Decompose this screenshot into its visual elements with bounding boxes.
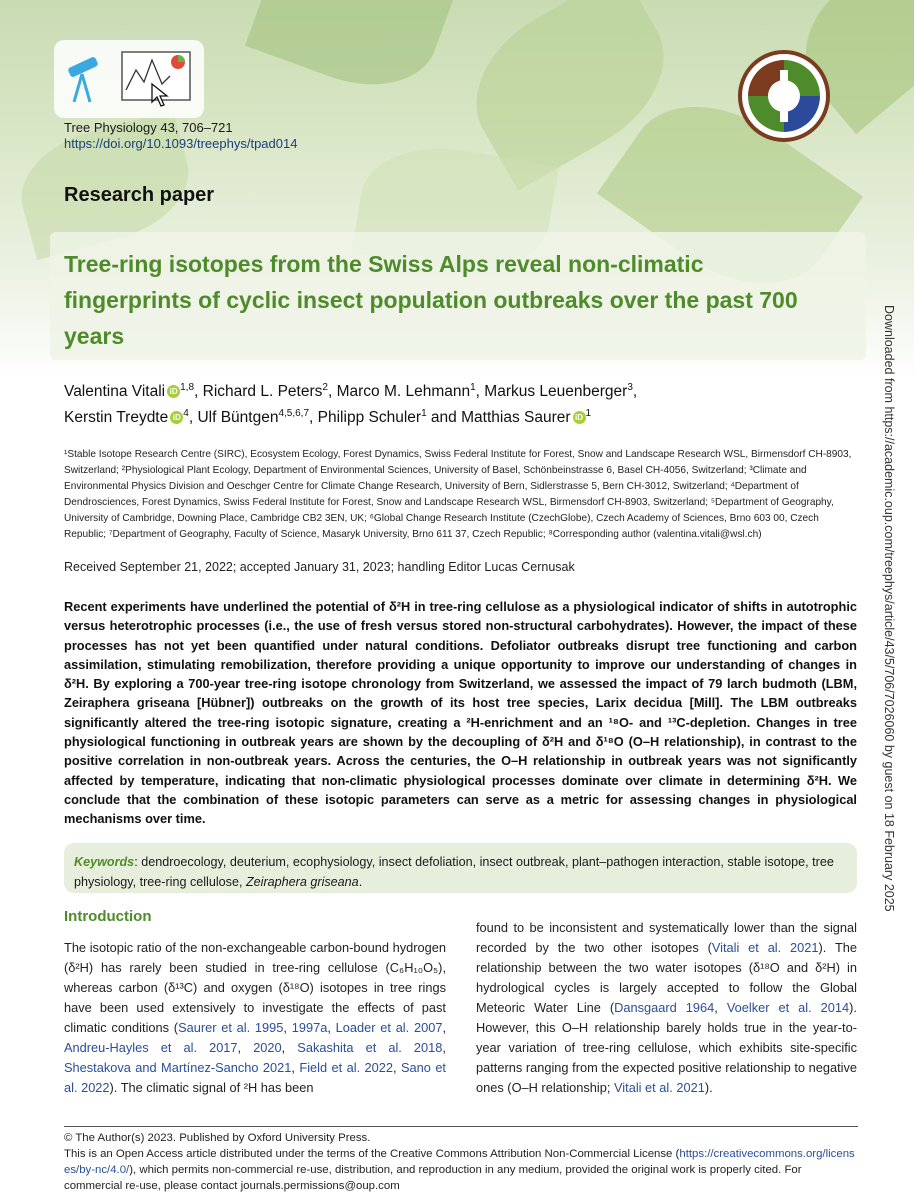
author-name: Richard L. Peters	[202, 383, 323, 401]
author-separator: ,	[327, 383, 337, 401]
citation-link[interactable]: Dansgaard 1964	[614, 1000, 715, 1015]
received-dates: Received September 21, 2022; accepted January 31, 2023; handling Editor Lucas Cernusak	[64, 560, 575, 574]
citation-link[interactable]: Loader et al. 2007	[335, 1020, 443, 1035]
download-note	[874, 305, 904, 912]
body-text: ,	[283, 1020, 292, 1035]
citation-link[interactable]: 1997a	[291, 1020, 328, 1035]
author-affiliation-number: 1	[470, 382, 476, 393]
body-text: ).	[704, 1080, 713, 1095]
author	[203, 383, 337, 400]
intro-right-column	[476, 918, 857, 1098]
author-name: Philipp Schuler	[317, 409, 422, 427]
citation-link[interactable]: Vitali et al. 2021	[711, 940, 819, 955]
orcid-icon[interactable]: iD	[573, 411, 586, 424]
author-separator: ,	[194, 383, 203, 401]
author-name: Kerstin Treydte	[64, 409, 169, 427]
abstract: Recent experiments have underlined the potential of δ²H in tree-ring cellulose as a physiological indicator of shifts in autotrophic versus heterotrophic processes (i.e., the use of fresh versus stored non-structural carbohydrates). However, the impact of these processes has not yet been quantified under natural conditions. Defoliator outbreaks disrupt tree functioning and carbon assimilation, stimulating remobilization, therefore providing a unique opportunity to improve our understanding of changes in δ²H. By exploring a 700-year tree-ring isotope chronology from Switzerland, we assessed the impact of 79 larch budmoth (LBM, Zeiraphera griseana [Hübner]) outbreaks on the growth of its host tree species, Larix decidua [Mill]. The LBM outbreaks significantly altered the tree-ring isotopic signature, creating a ²H-enrichment and an ¹⁸O- and ¹³C-depletion. Changes in tree physiological functioning in outbreak years are shown by the decoupling of δ²H and δ¹⁸O (O–H relationship), in contrast to the positive correlation in non-outbreak years. Across the centuries, the O–H relationship in outbreak years was not significantly affected by temperature, indicating that non-climatic physiological processes dominate over climate in determining δ²H. We conclude that the combination of these isotopic parameters can serve as a metric for assessing changes in physiological mechanisms over time.	[64, 599, 857, 827]
author-separator: ,	[632, 383, 638, 401]
keywords	[74, 852, 844, 892]
body-text: ). The climatic signal of ²H has been	[109, 1080, 314, 1095]
citation-link[interactable]: Sakashita et al. 2018	[297, 1040, 443, 1055]
body-text: ,	[281, 1040, 298, 1055]
author-name: Marco M. Lehmann	[336, 383, 471, 401]
keywords-end: .	[358, 875, 363, 889]
copyright: © The Author(s) 2023. Published by Oxford University Press.	[64, 1132, 371, 1144]
citation-link[interactable]: Sano et al. 2022	[64, 1060, 446, 1095]
keyword-species: Zeiraphera griseana	[245, 875, 359, 889]
body-text: ,	[291, 1060, 300, 1075]
keywords-list: : dendroecology, deuterium, ecophysiology, insect defoliation, insect outbreak, plant–pathogen interaction, stable isotope, tree physiology, tree-ring cellulose,	[74, 855, 834, 889]
footer-divider	[64, 1126, 858, 1127]
author-name: Matthias Saurer	[461, 409, 571, 427]
orcid-icon[interactable]: iD	[170, 411, 183, 424]
author	[461, 409, 591, 426]
author-affiliation-number: 1,8	[180, 382, 195, 393]
author-separator: and	[426, 409, 462, 427]
telescope-chart-icon	[54, 40, 204, 118]
body-text: ,	[237, 1040, 254, 1055]
author	[484, 383, 637, 400]
author-name: Ulf Büntgen	[197, 409, 279, 427]
affiliations: ¹Stable Isotope Research Centre (SIRC), Ecosystem Ecology, Forest Dynamics, Swiss Federal Institute for Forest, Snow and Landscape Research WSL, Birmensdorf CH-8903, Switzerland; ²Physiological Plant Ecology, Department of Environmental Sciences, University of Basel, Schönbeinstrasse 6, Basel CH-4056, Switzerland; ³Climate and Environmental Physics Division and Oeschger Centre for Climate Change Research, University of Bern, Sidlerstrasse 5, Bern CH-3012, Switzerland; ⁴Department of Dendrosciences, Forest Dynamics, Swiss Federal Institute for Forest, Snow and Landscape Research WSL, Birmensdorf CH-8903, Switzerland; ⁵Department of Geography, University of Cambridge, Downing Place, Cambridge CB2 3EN, UK; ⁶Global Change Research Institute (CzechGlobe), Czech Academy of Sciences, Brno 603 00, Czech Republic; ⁷Department of Geography, Faculty of Science, Masaryk University, Brno 611 37, Czech Republic; ⁸Corresponding author (valentina.vitali@wsl.ch)	[64, 449, 852, 540]
author-name: Markus Leuenberger	[484, 383, 628, 401]
author	[337, 383, 485, 400]
author-separator: ,	[309, 409, 318, 427]
article-title: Tree-ring isotopes from the Swiss Alps reveal non-climatic fingerprints of cyclic insect population outbreaks over the past 700 years	[64, 251, 798, 349]
citation-link[interactable]: Voelker et al. 2014	[726, 1000, 850, 1015]
author-affiliation-number: 2	[322, 382, 328, 393]
journal-citation: Tree Physiology 43, 706–721	[64, 120, 233, 135]
author	[64, 409, 197, 426]
citation-link[interactable]: Vitali et al. 2021	[614, 1080, 705, 1095]
orcid-icon[interactable]: iD	[167, 385, 180, 398]
body-text: ,	[714, 1000, 727, 1015]
body-text: found to be inconsistent and systematically lower than the signal recorded by the two other isotopes (	[476, 920, 857, 955]
author-separator: ,	[188, 409, 198, 427]
body-text: ,	[393, 1060, 402, 1075]
body-text: ,	[442, 1020, 446, 1035]
citation-link[interactable]: 2020	[253, 1040, 282, 1055]
author-name: Valentina Vitali	[64, 383, 166, 401]
body-text: ). However, this O–H relationship barely holds true in the year-to-year variation of tree-ring cellulose, which exhibits site-specific patterns ranging from the expected positive relationship to negative ones (O–H relationship;	[476, 1000, 857, 1095]
journal-logo-icon	[738, 50, 830, 142]
license-text	[64, 1146, 858, 1194]
author-affiliation-number: 1	[421, 408, 427, 420]
citation-link[interactable]: Andreu-Hayles et al. 2017	[64, 1040, 238, 1055]
author-affiliation-number: 3	[627, 382, 633, 393]
intro-left-column	[64, 938, 446, 1098]
journal-icon-box	[54, 40, 204, 118]
introduction-heading: Introduction	[64, 908, 152, 925]
author-list	[64, 377, 854, 429]
citation-link[interactable]: Field et al. 2022	[299, 1060, 394, 1075]
author	[318, 409, 461, 426]
body-text: ). The relationship between the two water isotopes (δ¹⁸O and δ²H) in hydrological cycles is largely accepted to follow the Global Meteoric Water Line (	[476, 940, 857, 1015]
download-note-text: Downloaded from https://academic.oup.com/treephys/article/43/5/706/7026060 by guest on 18 February 2025	[882, 305, 896, 912]
license-pre: This is an Open Access article distributed under the terms of the Creative Commons Attribution Non-Commercial License (	[64, 1148, 680, 1160]
keywords-label: Keywords	[74, 855, 135, 869]
license-post: ), which permits non-commercial re-use, distribution, and reproduction in any medium, provided the original work is properly cited. For commercial re-use, please contact journals.permissions@oup.com	[64, 1164, 802, 1192]
footer	[64, 1130, 858, 1194]
citation-link[interactable]: Saurer et al. 1995	[178, 1020, 284, 1035]
doi-link[interactable]: https://doi.org/10.1093/treephys/tpad014	[64, 136, 298, 151]
author	[64, 383, 203, 400]
citation-link[interactable]: Shestakova and Martínez-Sancho 2021	[64, 1060, 292, 1075]
license-link[interactable]: https://creativecommons.org/licenses/by-nc/4.0/	[64, 1148, 855, 1176]
author-affiliation-number: 1	[585, 408, 592, 420]
body-text: ,	[327, 1020, 336, 1035]
article-type: Research paper	[64, 184, 215, 206]
author-affiliation-number: 4	[183, 408, 189, 420]
author-separator: ,	[475, 383, 485, 401]
body-text: The isotopic ratio of the non-exchangeable carbon-bound hydrogen (δ²H) has rarely been studied in tree-ring cellulose (C₆H₁₀O₅), whereas carbon (δ¹³C) and oxygen (δ¹⁸O) isotopes in tree rings have been used extensively to investigate the effects of past climatic conditions (	[64, 940, 446, 1035]
author	[197, 409, 317, 426]
author-affiliation-number: 4,5,6,7	[278, 408, 310, 420]
body-text: ,	[442, 1040, 446, 1055]
